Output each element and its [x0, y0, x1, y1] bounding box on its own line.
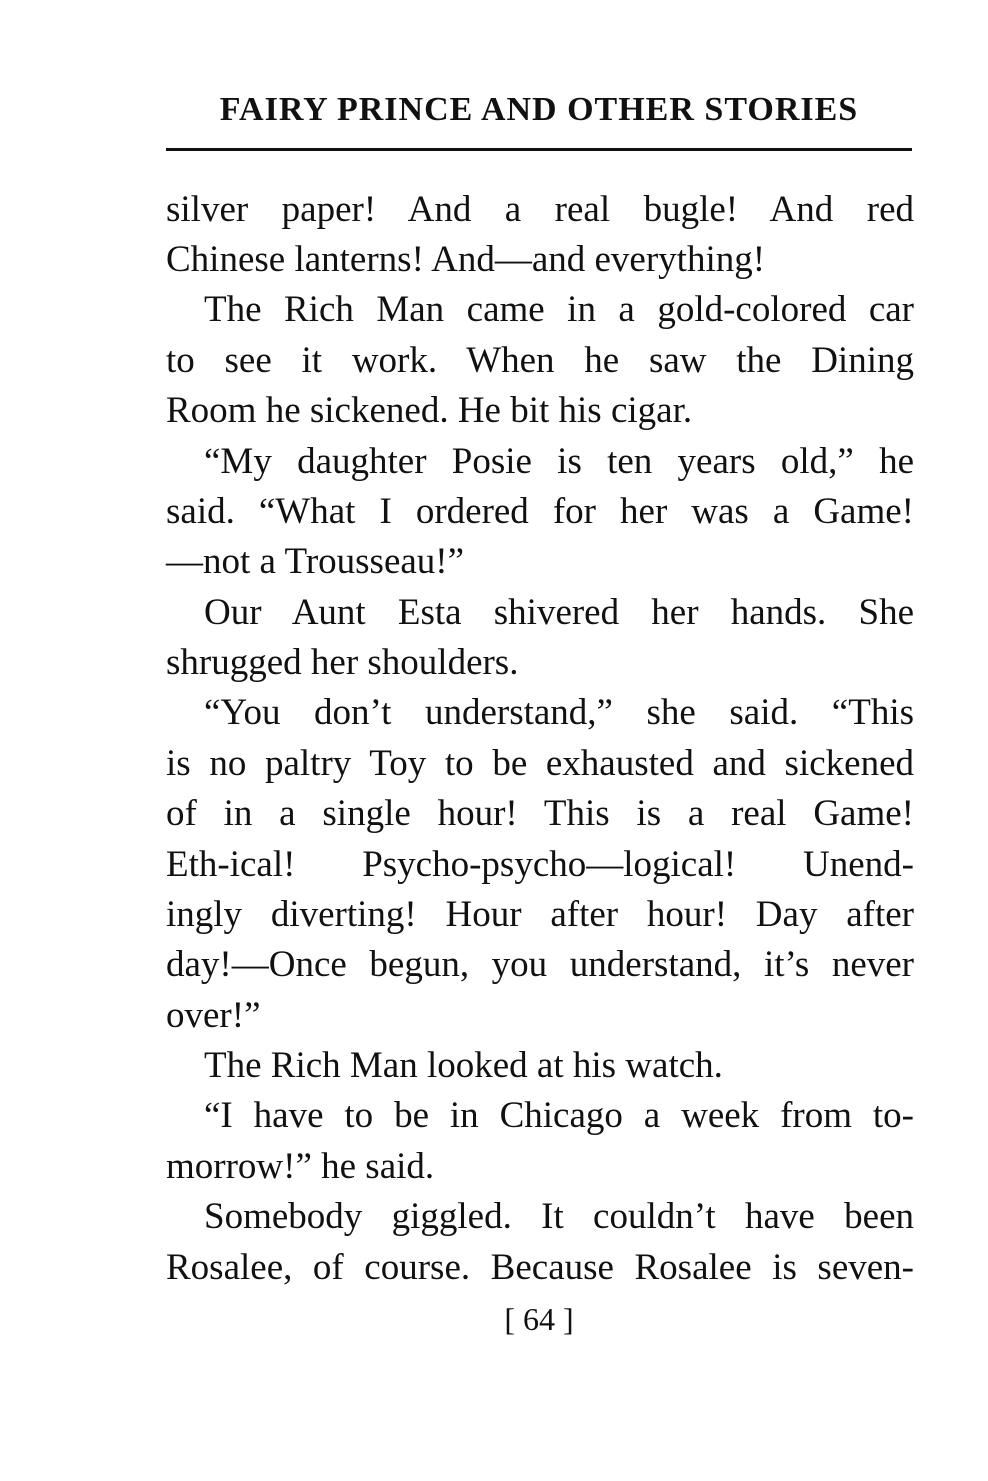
text-line: over!” [166, 995, 261, 1036]
text-line: silver paper! And a real bugle! And red [166, 189, 914, 230]
text-line: “I have to be in Chicago a week from to- [204, 1095, 914, 1136]
text-line: —not a Trousseau!” [166, 541, 465, 582]
text-line: is no paltry Toy to be exhausted and sickened [166, 743, 914, 784]
text-line: said. “What I ordered for her was a Game! [166, 491, 914, 532]
text-line: The Rich Man looked at his watch. [204, 1045, 723, 1086]
running-head-title: FAIRY PRINCE AND OTHER STORIES [219, 91, 859, 128]
text-line: “You don’t understand,” she said. “This [204, 692, 914, 733]
text-line: shrugged her shoulders. [166, 642, 519, 683]
text-line: The Rich Man came in a gold-colored car [204, 289, 914, 330]
text-line: ingly diverting! Hour after hour! Day after [166, 894, 914, 935]
text-line: of in a single hour! This is a real Game! [166, 793, 914, 834]
text-line: Chinese lanterns! And—and everything! [166, 239, 766, 280]
text-line: Room he sickened. He bit his cigar. [166, 390, 693, 431]
page-number: [ 64 ] [504, 1301, 574, 1337]
header-rule [166, 148, 912, 151]
text-line: to see it work. When he saw the Dining [166, 340, 914, 381]
text-line: day!—Once begun, you understand, it’s never [166, 944, 914, 985]
text-line: morrow!” he said. [166, 1146, 435, 1187]
text-line: Eth-ical! Psycho-psycho—logical! Unend- [166, 844, 914, 885]
text-line: Rosalee, of course. Because Rosalee is seven- [166, 1247, 914, 1288]
text-line: Somebody giggled. It couldn’t have been [204, 1196, 914, 1237]
text-line: “My daughter Posie is ten years old,” he [204, 441, 914, 482]
text-line: Our Aunt Esta shivered her hands. She [204, 592, 914, 633]
